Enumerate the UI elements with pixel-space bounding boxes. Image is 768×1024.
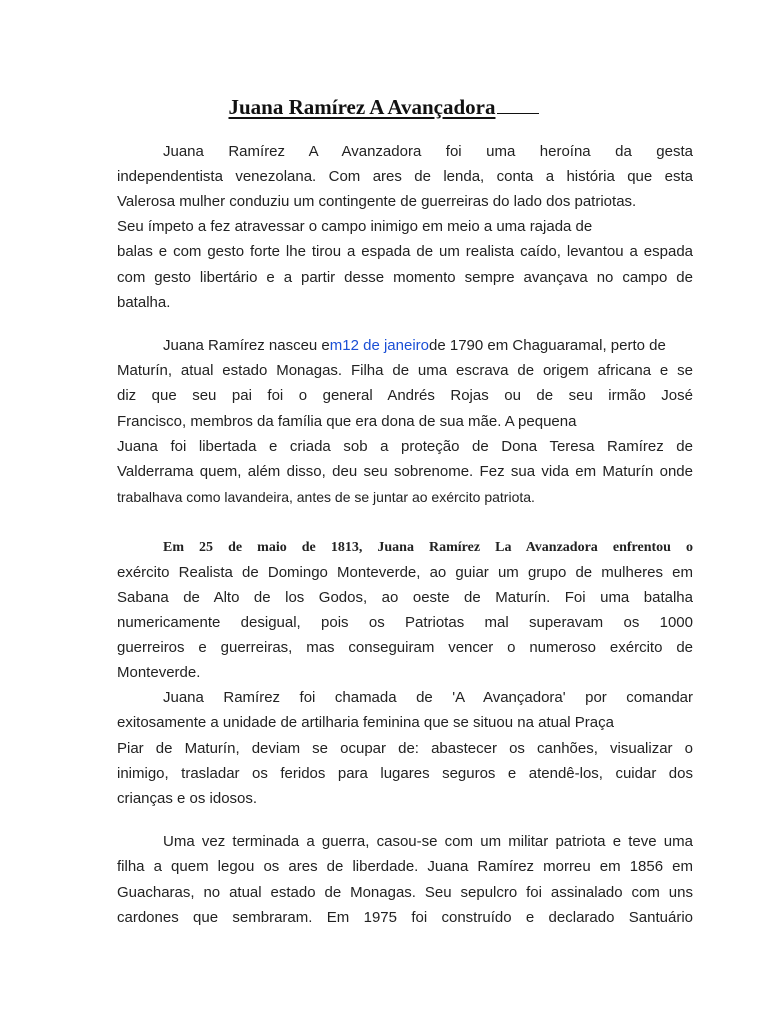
- paragraph-5-line-1: Uma vez terminada a guerra, casou-se com um militar patriota e teve uma: [163, 833, 693, 850]
- paragraph-1-line-6: com gesto libertário e a partir desse momento sempre avançava no campo de: [117, 269, 693, 286]
- paragraph-4-line-3: Piar de Maturín, deviam se ocupar de: abastecer os canhões, visualizar o: [117, 740, 693, 757]
- paragraph-2-line-3: diz que seu pai foi o general Andrés Rojas ou de seu irmão José: [117, 387, 693, 404]
- paragraph-1-line-3: Valerosa mulher conduziu um contingente de guerreiras do lado dos patriotas.: [117, 193, 637, 210]
- paragraph-3-line-4: numericamente desigual, pois os Patriotas mal superavam os 1000: [117, 614, 693, 631]
- paragraph-2-text-before-link: Juana Ramírez nasceu e: [163, 337, 330, 354]
- date-link[interactable]: m12 de janeiro: [329, 337, 429, 354]
- paragraph-4-line-5: crianças e os idosos.: [117, 790, 258, 807]
- paragraph-2-line-6: Valderrama quem, além disso, deu seu sobrenome. Fez sua vida em Maturín onde: [117, 463, 693, 480]
- paragraph-5-line-2: filha a quem legou os ares de liberdade. Juana Ramírez morreu em 1856 em: [117, 858, 693, 875]
- paragraph-3-line-1: Em 25 de maio de 1813, Juana Ramírez La Avanzadora enfrentou o: [163, 540, 693, 555]
- paragraph-3-line-5: guerreiros e guerreiras, mas conseguiram vencer o numeroso exército de: [117, 639, 693, 656]
- paragraph-1-line-1: Juana Ramírez A Avanzadora foi uma heroína da gesta: [163, 143, 693, 160]
- paragraph-5-line-4: cardones que sembraram. Em 1975 foi construído e declarado Santuário: [117, 909, 693, 926]
- paragraph-1-line-7: batalha.: [117, 294, 171, 311]
- paragraph-1-line-4: Seu ímpeto a fez atravessar o campo inimigo em meio a uma rajada de: [117, 218, 593, 235]
- paragraph-4-line-2: exitosamente a unidade de artilharia feminina que se situou na atual Praça: [117, 714, 614, 731]
- paragraph-4-line-4: inimigo, trasladar os feridos para lugares seguros e atendê-los, cuidar dos: [117, 765, 693, 782]
- paragraph-2-line-7: trabalhava como lavandeira, antes de se juntar ao exército patriota.: [117, 489, 535, 505]
- document-title: [0, 94, 768, 120]
- paragraph-2-line-5: Juana foi libertada e criada sob a proteção de Dona Teresa Ramírez de: [117, 438, 693, 455]
- paragraph-4-line-1: Juana Ramírez foi chamada de 'A Avançadora' por comandar: [163, 689, 693, 706]
- paragraph-5-line-3: Guacharas, no atual estado de Monagas. Seu sepulcro foi assinalado com uns: [117, 884, 693, 901]
- paragraph-3-line-3: Sabana de Alto de los Godos, ao oeste de Maturín. Foi uma batalha: [117, 589, 693, 606]
- paragraph-3-line-6: Monteverde.: [117, 664, 201, 681]
- paragraph-2-line-1: [117, 336, 693, 356]
- paragraph-1-line-2: independentista venezolana. Com ares de lenda, conta a história que esta: [117, 168, 693, 185]
- paragraph-2-text-after-link: de 1790 em Chaguaramal, perto de: [429, 337, 666, 354]
- title-underline-tail: [497, 94, 539, 114]
- paragraph-2-line-2: Maturín, atual estado Monagas. Filha de uma escrava de origem africana e se: [117, 362, 693, 379]
- title-text: Juana Ramírez A Avançadora: [228, 95, 496, 119]
- paragraph-3-line-2: exército Realista de Domingo Monteverde, ao guiar um grupo de mulheres em: [117, 564, 693, 581]
- paragraph-2-line-4: Francisco, membros da família que era dona de sua mãe. A pequena: [117, 413, 577, 430]
- paragraph-1-line-5: balas e com gesto forte lhe tirou a espada de um realista caído, levantou a espada: [117, 243, 693, 260]
